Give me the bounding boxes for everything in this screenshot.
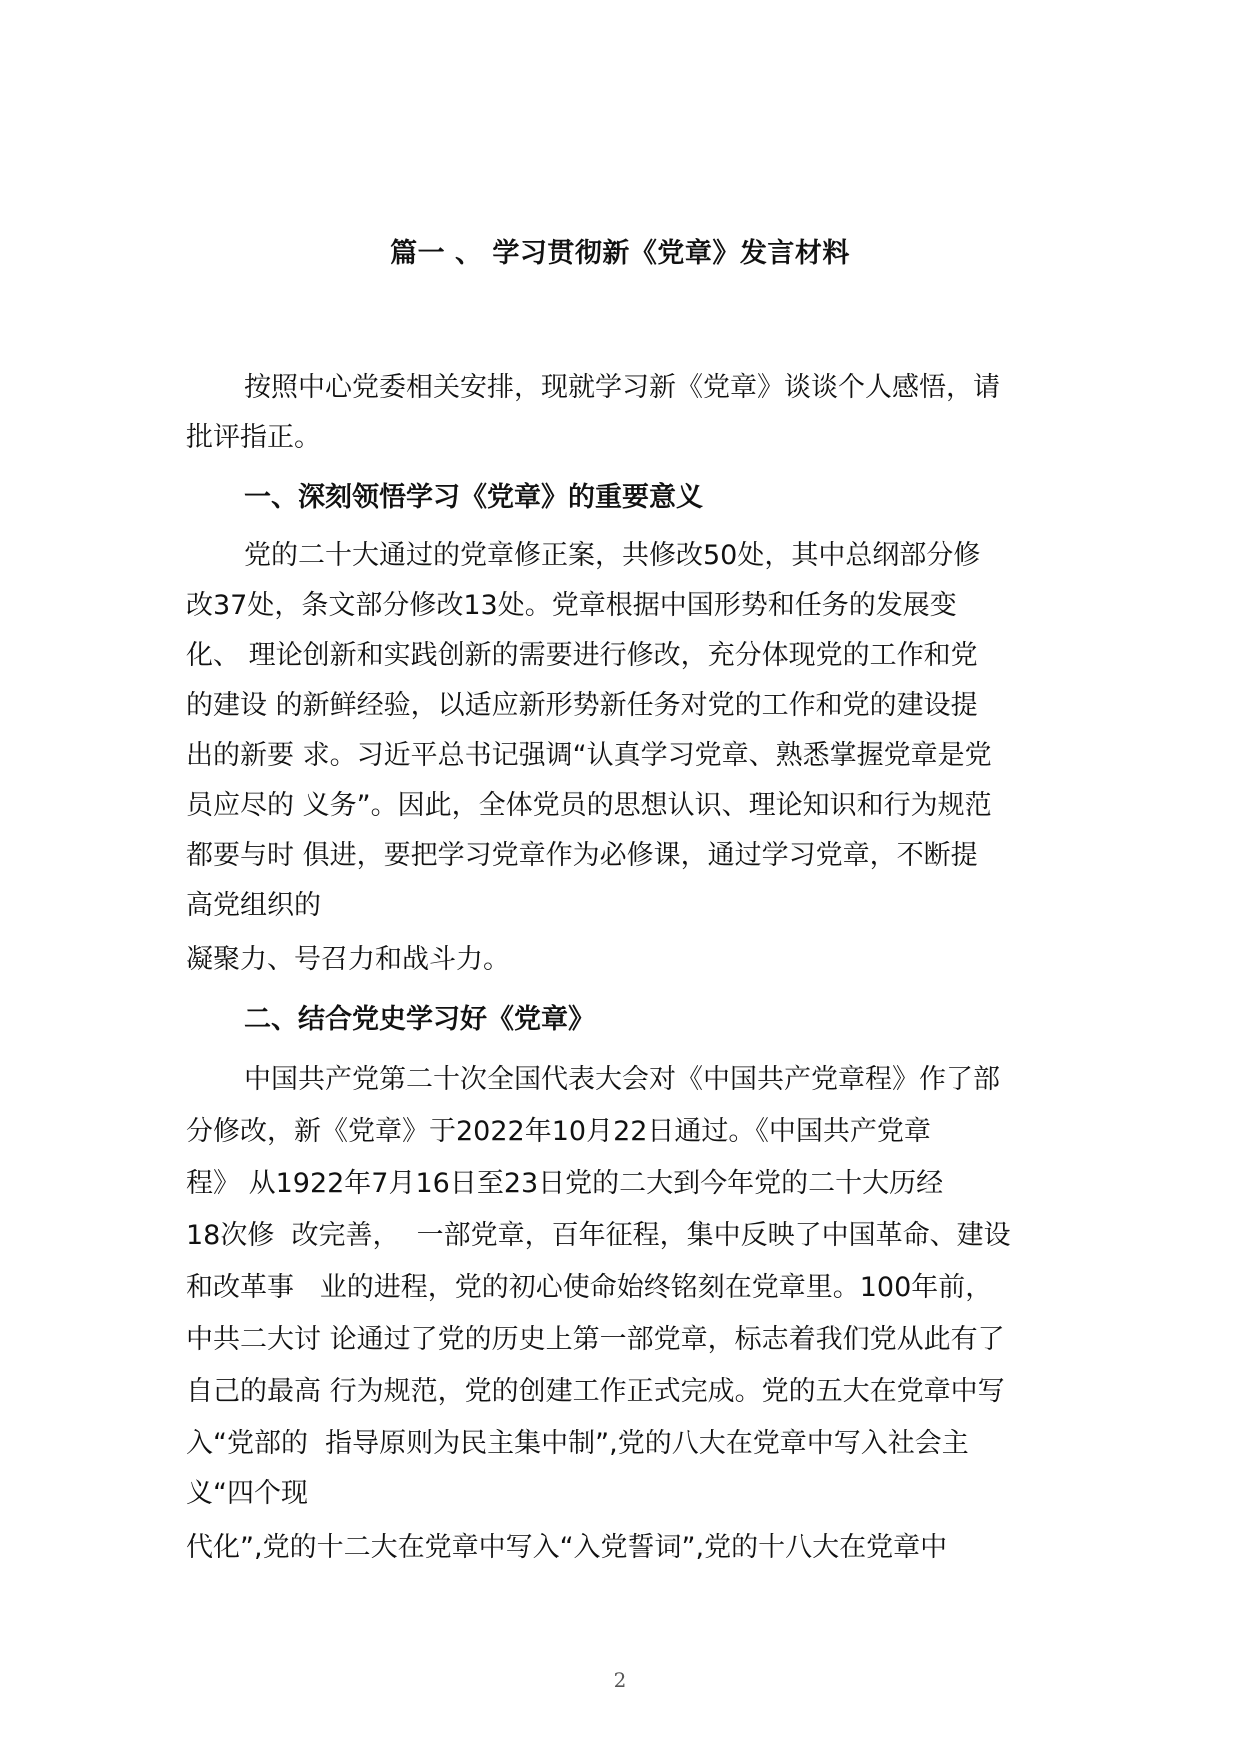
body-line: 批评指正。 <box>186 422 321 453</box>
body-line: 自己的最高 行为规范，党的创建工作正式完成。党的五大在党章中写 <box>186 1376 1005 1407</box>
body-line: 员应尽的 义务”。因此，全体党员的思想认识、理论知识和行为规范 <box>186 790 992 821</box>
page-number: 2 <box>613 1668 627 1692</box>
body-line: 出的新要 求。习近平总书记强调“认真学习党章、熟悉掌握党章是党 <box>186 740 992 771</box>
body-line: 按照中心党委相关安排，现就学习新《党章》谈谈个人感悟，请 <box>244 372 1000 403</box>
body-line: 程》 从1922年7月16日至23日党的二大到今年党的二十大历经 <box>186 1168 944 1199</box>
body-line: 和改革事 业的进程，党的初心使命始终铭刻在党章里。100年前， <box>186 1272 993 1303</box>
body-line: 代化”,党的十二大在党章中写入“入党誓词”,党的十八大在党章中 <box>186 1532 948 1563</box>
body-line: 凝聚力、号召力和战斗力。 <box>186 944 510 975</box>
body-line: 改37处，条文部分修改13处。党章根据中国形势和任务的发展变 <box>186 590 957 621</box>
body-line: 入“党部的 指导原则为民主集中制”,党的八大在党章中写入社会主 <box>186 1428 969 1459</box>
body-line: 党的二十大通过的党章修正案，共修改50处，其中总纲部分修 <box>244 540 981 571</box>
body-line: 高党组织的 <box>186 890 321 921</box>
body-line: 化、 理论创新和实践创新的需要进行修改，充分体现党的工作和党 <box>186 640 978 671</box>
body-line: 义“四个现 <box>186 1478 308 1509</box>
body-line: 中共二大讨 论通过了党的历史上第一部党章，标志着我们党从此有了 <box>186 1324 1005 1355</box>
section-heading-1: 一、深刻领悟学习《党章》的重要意义 <box>244 482 703 513</box>
document-title: 篇一 、 学习贯彻新《党章》发言材料 <box>390 238 850 269</box>
body-line: 都要与时 俱进，要把学习党章作为必修课，通过学习党章，不断提 <box>186 840 978 871</box>
body-line: 的建设 的新鲜经验，以适应新形势新任务对党的工作和党的建设提 <box>186 690 978 721</box>
body-line: 18次修 改完善， 一部党章，百年征程，集中反映了中国革命、建设 <box>186 1220 1011 1251</box>
body-line: 分修改，新《党章》于2022年10月22日通过。《中国共产党章 <box>186 1116 931 1147</box>
body-line: 中国共产党第二十次全国代表大会对《中国共产党章程》作了部 <box>244 1064 1000 1095</box>
section-heading-2: 二、结合党史学习好《党章》 <box>244 1004 595 1035</box>
